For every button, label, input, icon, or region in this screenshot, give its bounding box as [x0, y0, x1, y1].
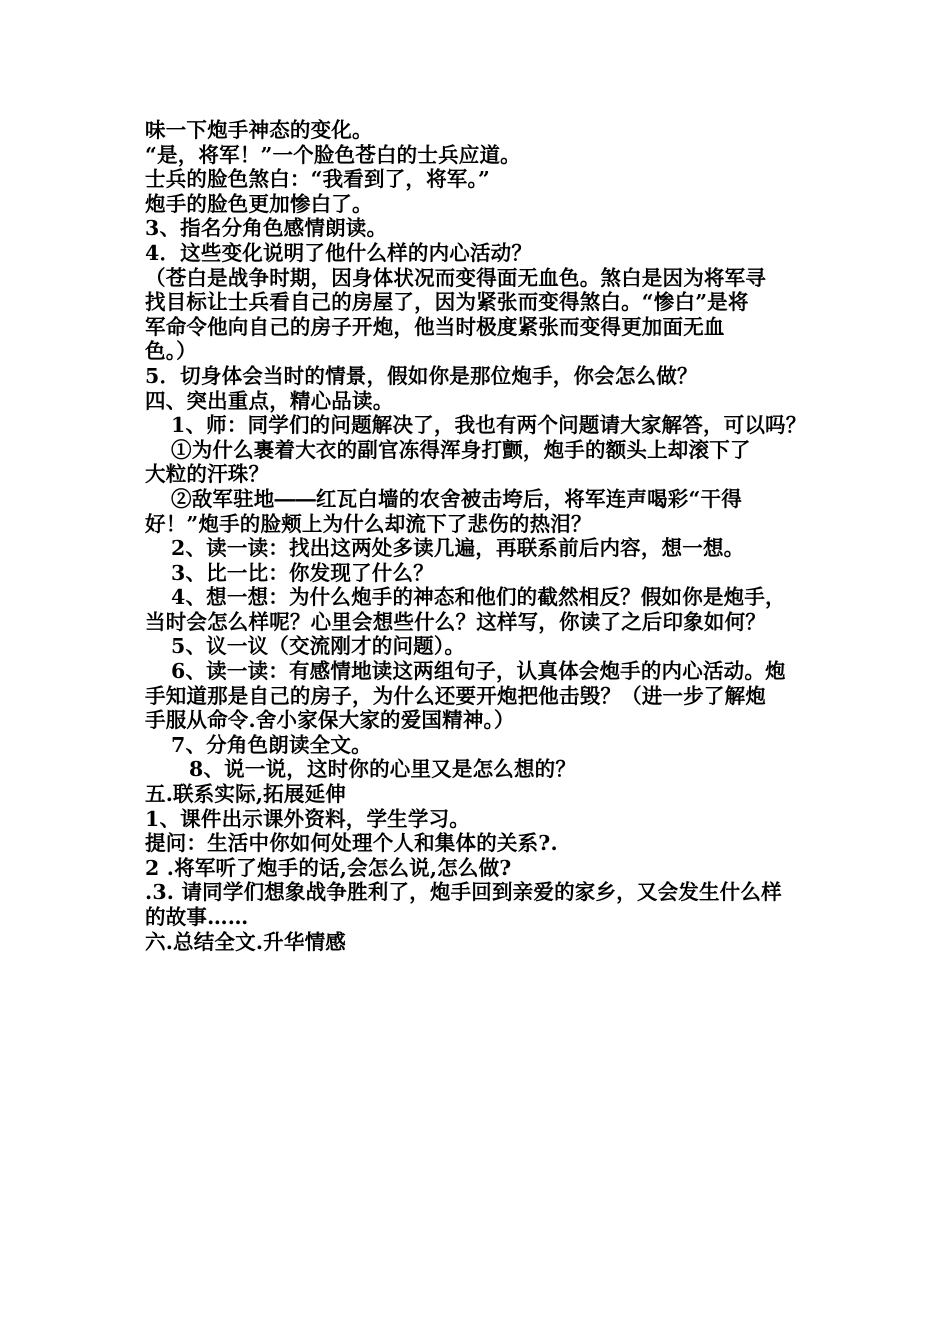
text-line: 好！”炮手的脸颊上为什么却流下了悲伤的热泪？: [145, 511, 592, 536]
text-line: 8、说一说，这时你的心里又是怎么想的？: [189, 757, 577, 782]
text-line: 2、读一读：找出这两处多读几遍，再联系前后内容，想一想。: [171, 536, 745, 561]
text-line: 炮手的脸色更加惨白了。: [145, 191, 373, 216]
text-line: 3、指名分角色感情朗读。: [145, 216, 388, 241]
text-line: “是，将军！”一个脸色苍白的士兵应道。: [145, 142, 521, 167]
text-line: 色。）: [145, 339, 197, 364]
document-page: [145, 118, 815, 954]
text-line: 6、读一读：有感情地读这两组句子，认真体会炮手的内心活动。炮: [171, 659, 786, 684]
text-line: 4．这些变化说明了他什么样的内心活动？: [145, 240, 533, 265]
text-line: 1、课件出示课外资料，学生学习。: [145, 806, 470, 831]
section-heading: 四、突出重点，精心品读。: [145, 388, 394, 413]
text-line: .3. 请同学们想象战争胜利了，炮手回到亲爱的家乡，又会发生什么样: [145, 880, 782, 905]
text-line: 4、想一想：为什么炮手的神态和他们的截然相反？假如你是炮手，: [171, 585, 786, 610]
text-line: 5、议一议（交流刚才的问题）。: [171, 634, 466, 659]
text-line: 找目标让士兵看自己的房屋了，因为紧张而变得煞白。“惨白”是将: [145, 290, 749, 315]
text-line: 5．切身体会当时的情景，假如你是那位炮手，你会怎么做？: [145, 363, 698, 388]
text-line: 2 .将军听了炮手的话,会怎么说,怎么做?: [145, 855, 512, 880]
text-line: 7、分角色朗读全文。: [171, 732, 372, 757]
text-line: 提问：生活中你如何处理个人和集体的关系?.: [145, 831, 558, 856]
text-line: ①为什么裹着大衣的副官冻得浑身打颤，炮手的额头上却滚下了: [171, 437, 751, 462]
section-heading: 六.总结全文.升华情感: [145, 929, 346, 954]
text-line: 的故事……: [145, 905, 249, 929]
text-line: ②敌军驻地――红瓦白墙的农舍被击垮后，将军连声喝彩“干得: [171, 486, 742, 511]
text-line: 手服从命令.舍小家保大家的爱国精神。）: [145, 708, 515, 733]
text-line: 军命令他向自己的房子开炮，他当时极度紧张而变得更加面无血: [145, 314, 725, 339]
section-heading: 五.联系实际,拓展延伸: [145, 782, 346, 807]
text-line: 1、师：同学们的问题解决了，我也有两个问题请大家解答，可以吗？: [171, 413, 807, 438]
text-line: 味一下炮手神态的变化。: [145, 118, 373, 142]
text-line: 手知道那是自己的房子，为什么还要开炮把他击毁？（进一步了解炮: [145, 683, 766, 708]
text-line: 士兵的脸色煞白：“我看到了，将军。”: [145, 167, 490, 192]
text-line: （苍白是战争时期，因身体状况而变得面无血色。煞白是因为将军寻: [145, 265, 766, 290]
text-line: 3、比一比：你发现了什么？: [171, 560, 434, 585]
text-line: 当时会怎么样呢？心里会想些什么？这样写，你读了之后印象如何？: [145, 609, 766, 634]
text-line: 大粒的汗珠？: [145, 462, 270, 487]
